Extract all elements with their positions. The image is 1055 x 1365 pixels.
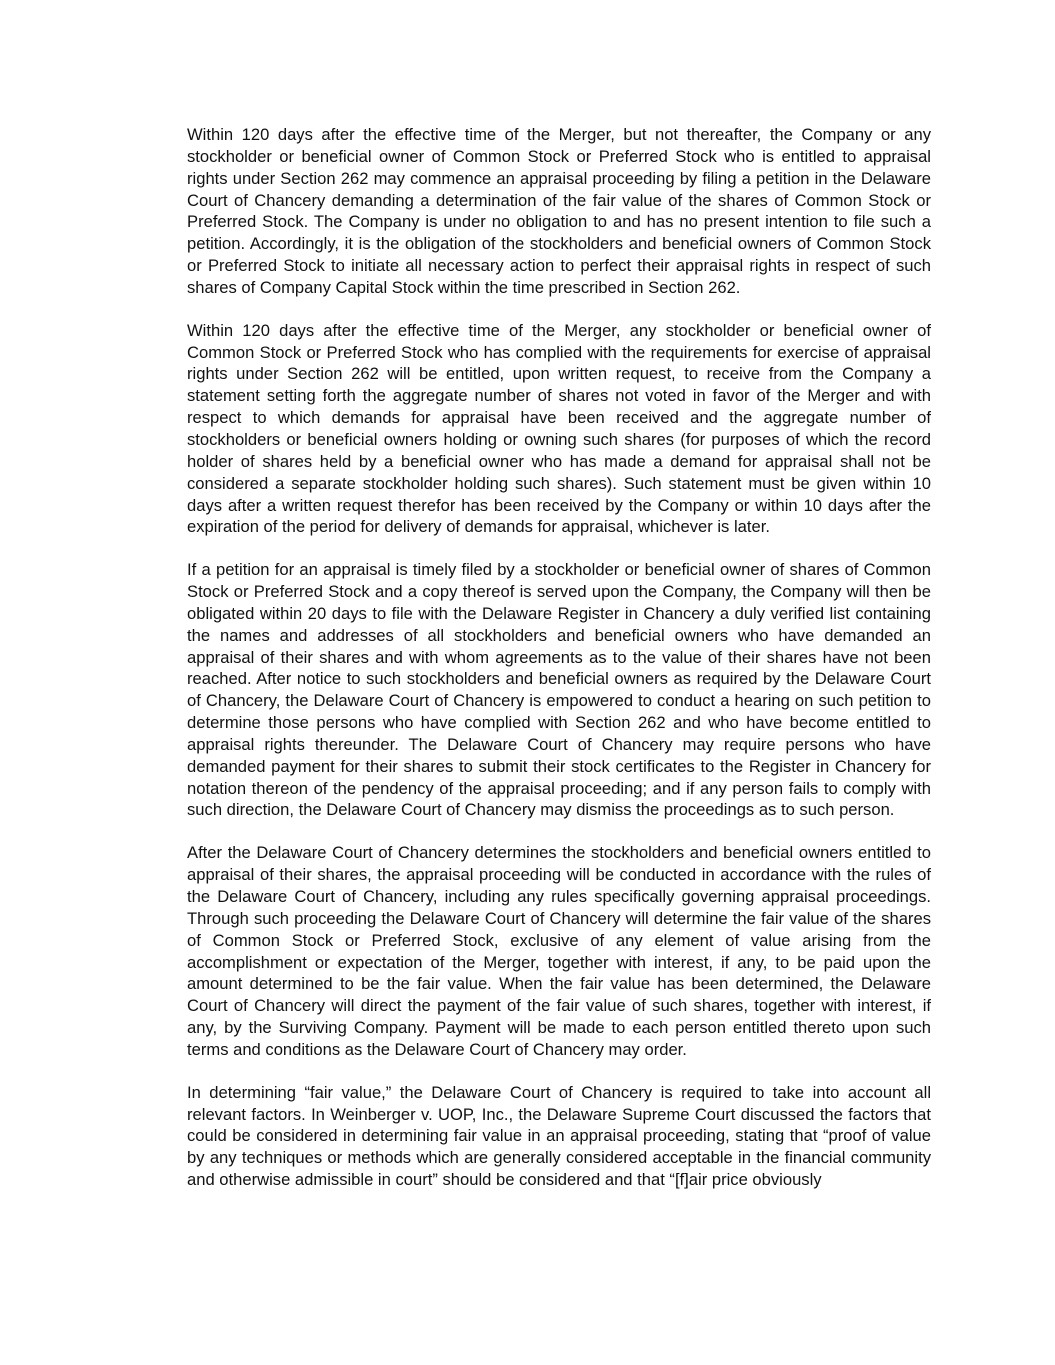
paragraph-petition-filed: If a petition for an appraisal is timely filed by a stockholder or beneficial owner of shares of Common Stock or Preferred Stock and a copy thereof is served upon the Company, the Company will then be obligated within 20 days to file with the Delaware Register in Chancery a duly verified list containing the names and addresses of all stockholders and beneficial owners who have demanded an appraisal of their shares and with whom agreements as to the value of their shares have not been reached. After notice to such stockholders and beneficial owners as required by the Delaware Court of Chancery, the Delaware Court of Chancery is empowered to conduct a hearing on such petition to determine those persons who have complied with Section 262 and who have become entitled to appraisal rights thereunder. The Delaware Court of Chancery may require persons who have demanded payment for their shares to submit their stock certificates to the Register in Chancery for notation thereon of the pendency of the appraisal proceeding; and if any person fails to comply with such direction, the Delaware Court of Chancery may dismiss the proceedings as to such person. [187,560,931,820]
paragraph-statement-request: Within 120 days after the effective time of the Merger, any stockholder or beneficial owner of Common Stock or Preferred Stock who has complied with the requirements for exercise of appraisal rights under Section 262 will be entitled, upon written request, to receive from the Company a statement setting forth the aggregate number of shares not voted in favor of the Merger and with respect to which demands for appraisal have been received and the aggregate number of stockholders or beneficial owners holding or owning such shares (for purposes of which the record holder of shares held by a beneficial owner who has made a demand for appraisal shall not be considered a separate stockholder holding such shares). Such statement must be given within 10 days after a written request therefor has been received by the Company or within 10 days after the expiration of the period for delivery of demands for appraisal, whichever is later. [187,320,931,537]
paragraph-fair-value: In determining “fair value,” the Delaware Court of Chancery is required to take into account all relevant factors. In Weinberger v. UOP, Inc., the Delaware Supreme Court discussed the factors that could be considered in determining fair value in an appraisal proceeding, stating that “proof of value by any techniques or methods which are generally considered acceptable in the financial community and otherwise admissible in court” should be considered and that “[f]air price obviously [187,1082,931,1190]
paragraph-appraisal-petition: Within 120 days after the effective time of the Merger, but not thereafter, the Company or any stockholder or beneficial owner of Common Stock or Preferred Stock who is entitled to appraisal rights under Section 262 may commence an appraisal proceeding by filing a petition in the Delaware Court of Chancery demanding a determination of the fair value of the shares of Common Stock or Preferred Stock. The Company is under no obligation to and has no present intention to file such a petition. Accordingly, it is the obligation of the stockholders and beneficial owners of Common Stock or Preferred Stock to initiate all necessary action to perfect their appraisal rights in respect of such shares of Company Capital Stock within the time prescribed in Section 262. [187,125,931,297]
paragraph-court-determination: After the Delaware Court of Chancery determines the stockholders and beneficial owners entitled to appraisal of their shares, the appraisal proceeding will be conducted in accordance with the rules of the Delaware Court of Chancery, including any rules specifically governing appraisal proceedings. Through such proceeding the Delaware Court of Chancery will determine the fair value of the shares of Common Stock or Preferred Stock, exclusive of any element of value arising from the accomplishment or expectation of the Merger, together with interest, if any, to be paid upon the amount determined to be the fair value. When the fair value has been determined, the Delaware Court of Chancery will direct the payment of the fair value of such shares, together with interest, if any, by the Surviving Company. Payment will be made to each person entitled thereto upon such terms and conditions as the Delaware Court of Chancery may order. [187,843,931,1059]
body-text [187,124,931,1212]
